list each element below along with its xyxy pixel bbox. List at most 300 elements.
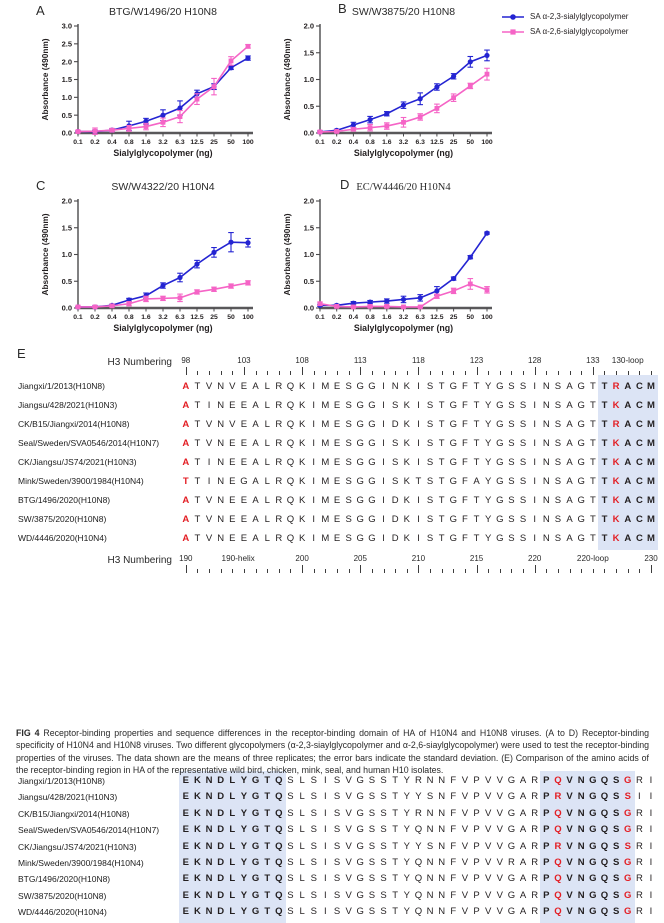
data-point-circle xyxy=(368,117,373,122)
residue: D xyxy=(391,495,399,506)
residue: V xyxy=(345,840,352,852)
residue: Y xyxy=(485,495,492,506)
residue: F xyxy=(462,438,468,449)
residue: F xyxy=(450,807,457,819)
residue: I xyxy=(382,438,385,449)
residue: T xyxy=(392,775,399,786)
data-point-square xyxy=(178,295,183,300)
data-point-square xyxy=(212,84,217,89)
residue: T xyxy=(194,381,201,392)
residue: K xyxy=(298,476,306,487)
residue: A xyxy=(182,381,190,392)
residue: R xyxy=(531,873,539,885)
residue: S xyxy=(426,438,434,449)
residue: S xyxy=(508,533,515,544)
residue: L xyxy=(299,840,305,852)
residue: I xyxy=(207,457,211,468)
residue: S xyxy=(391,400,399,411)
y-tick-label: 0.5 xyxy=(61,110,72,120)
residue: N xyxy=(217,400,225,411)
residue: Y xyxy=(240,873,248,885)
residue: N xyxy=(217,514,225,525)
ruler-tick xyxy=(593,569,594,573)
residue: S xyxy=(333,873,341,885)
residue: K xyxy=(612,514,620,525)
residue: G xyxy=(589,857,597,868)
residue: T xyxy=(264,775,271,786)
residue: F xyxy=(462,381,468,392)
residue: S xyxy=(368,873,376,885)
residue: T xyxy=(589,495,596,506)
alignment-row xyxy=(0,904,664,920)
ruler-tick xyxy=(418,367,419,375)
residue: S xyxy=(426,840,434,852)
residue: F xyxy=(462,457,468,468)
residue: K xyxy=(194,889,201,901)
residue: G xyxy=(356,400,364,411)
residue: A xyxy=(624,533,632,544)
strain-name: Jiangxi/1/2013(H10N8) xyxy=(18,381,105,391)
residue: V xyxy=(345,775,352,786)
residue: A xyxy=(519,807,527,819)
residue: S xyxy=(368,775,376,786)
data-point-square xyxy=(485,72,490,77)
residue: I xyxy=(207,400,211,411)
residue: A xyxy=(624,438,632,449)
residue: V xyxy=(205,381,213,392)
residue: N xyxy=(542,495,550,506)
residue: N xyxy=(438,857,446,868)
alignment-row xyxy=(0,415,664,434)
residue: S xyxy=(333,807,341,819)
residue: Q xyxy=(600,889,609,901)
residue: G xyxy=(624,807,632,819)
residue: A xyxy=(252,381,259,392)
caption-tag: FIG 4 xyxy=(16,728,40,738)
alignment-row xyxy=(0,822,664,838)
ruler-tick xyxy=(267,569,268,573)
residue: V xyxy=(566,791,573,803)
residue: G xyxy=(356,457,364,468)
residue: Q xyxy=(554,889,562,901)
residue: E xyxy=(240,381,248,392)
residue: N xyxy=(438,840,446,852)
residue: R xyxy=(612,381,620,392)
residue: Q xyxy=(600,873,609,885)
residue: V xyxy=(345,906,352,918)
residue: A xyxy=(182,514,190,525)
residue: E xyxy=(240,400,248,411)
residue: G xyxy=(496,514,504,525)
residue: T xyxy=(438,533,445,544)
ruler-tick xyxy=(546,371,547,375)
chart-title: EC/W4446/20 H10N4 xyxy=(356,182,451,193)
residue: G xyxy=(356,419,364,430)
residue: S xyxy=(380,840,387,852)
panel-label-e: E xyxy=(17,346,26,361)
data-point-circle xyxy=(401,103,406,108)
residue: G xyxy=(356,857,364,868)
residue: R xyxy=(531,824,539,836)
x-tick-label: 6.3 xyxy=(415,139,425,146)
residue: D xyxy=(217,807,225,819)
residue: A xyxy=(182,419,190,430)
residue: Y xyxy=(240,807,248,819)
residue: S xyxy=(426,533,434,544)
residue: S xyxy=(426,791,434,803)
residue: T xyxy=(473,438,480,449)
strain-name: WD/4446/2020(H10N4) xyxy=(18,533,107,543)
ruler-tick xyxy=(604,371,605,375)
residue: G xyxy=(356,495,364,506)
data-point-square xyxy=(318,130,323,135)
residue: Q xyxy=(554,857,562,868)
legend-item xyxy=(501,9,628,24)
residue: G xyxy=(577,438,585,449)
residue: G xyxy=(251,857,260,868)
ruler-tick xyxy=(337,569,338,573)
x-tick-label: 25 xyxy=(210,139,218,146)
y-tick-label: 1.5 xyxy=(61,223,72,233)
residue: D xyxy=(217,889,225,901)
residue: G xyxy=(356,533,364,544)
residue: T xyxy=(264,906,271,918)
residue: R xyxy=(635,824,643,836)
residue: K xyxy=(298,438,306,449)
residue: S xyxy=(519,400,527,411)
residue: Y xyxy=(403,775,410,786)
residue: T xyxy=(415,476,422,487)
residue: R xyxy=(554,791,562,803)
caption-text: Receptor-binding properties and sequence differences in the receptor-binding domain of HA of H10N4 and H10N8 viruses. (A to D) Receptor-binding specificity of H10N4 and H10N8 viruses. Two different glycopolymers (α-2,3-siaylglycopolymer and α-2,6-siaylglycopolymer) were used to test the receptor-binding properties of the viruses. The data shown are the means of three replicates; the error bars indicate the standard deviation. (E) Comparison of the amino acids of the receptor-binding region in HA of the representative wild bird, chicken, mink, seal, and human H10 isolates. xyxy=(16,728,649,776)
ruler-tick xyxy=(209,569,210,573)
data-point-square xyxy=(451,95,456,100)
residue: F xyxy=(450,906,457,918)
data-point-circle xyxy=(451,74,456,79)
residue: M xyxy=(647,381,655,392)
residue: I xyxy=(312,514,316,525)
residue: V xyxy=(485,873,492,885)
ruler-tick xyxy=(302,565,303,573)
ruler-number: 118 xyxy=(412,356,425,365)
residue: Y xyxy=(415,791,422,803)
residue: S xyxy=(368,840,376,852)
residue: G xyxy=(356,889,364,901)
residue: T xyxy=(601,514,608,525)
residue: I xyxy=(324,906,327,918)
x-tick-label: 50 xyxy=(227,139,235,146)
residue: G xyxy=(368,533,376,544)
residue: T xyxy=(392,791,399,803)
residue: T xyxy=(589,457,596,468)
residue: M xyxy=(321,476,330,487)
ruler-tick xyxy=(232,371,233,375)
region-label: 190-helix xyxy=(221,554,255,563)
residue: L xyxy=(299,824,305,836)
residue: E xyxy=(240,438,248,449)
residue: P xyxy=(543,889,550,901)
ruler-tick xyxy=(488,371,489,375)
residue: V xyxy=(496,824,503,836)
residue: L xyxy=(299,906,305,918)
residue: G xyxy=(496,476,504,487)
residue: N xyxy=(542,400,550,411)
residue: K xyxy=(403,381,410,392)
residue: G xyxy=(507,840,516,852)
alignment-row xyxy=(0,855,664,871)
residue: G xyxy=(449,533,457,544)
residue: I xyxy=(382,381,385,392)
residue: M xyxy=(321,514,330,525)
residue: V xyxy=(205,438,213,449)
data-point-circle xyxy=(451,276,456,281)
residue: M xyxy=(321,381,330,392)
residue: G xyxy=(251,906,260,918)
strain-name: SW/3875/2020(H10N8) xyxy=(18,890,107,901)
data-point-circle xyxy=(434,288,439,293)
residue: T xyxy=(438,419,445,430)
residue: L xyxy=(264,457,270,468)
residue: F xyxy=(462,400,468,411)
data-point-square xyxy=(76,305,81,310)
strain-name: Jiangxi/1/2013(H10N8) xyxy=(18,776,105,786)
ruler-tick xyxy=(616,371,617,375)
residue: T xyxy=(601,419,608,430)
residue: K xyxy=(403,438,410,449)
residue: C xyxy=(635,533,643,544)
panel-label-d: D xyxy=(340,177,350,192)
region-label: 130-loop xyxy=(611,356,644,365)
x-tick-label: 3.2 xyxy=(398,139,409,146)
strain-name: CK/B15/Jiangxi/2014(H10N8) xyxy=(18,808,130,819)
residue: S xyxy=(368,906,376,918)
residue: I xyxy=(533,514,537,525)
residue: S xyxy=(310,824,317,836)
x-tick-label: 0.4 xyxy=(348,139,359,146)
residue: N xyxy=(217,457,225,468)
residue: Q xyxy=(554,824,562,836)
residue: S xyxy=(612,775,620,786)
residue: I xyxy=(324,857,327,868)
residue: N xyxy=(542,514,550,525)
residue: P xyxy=(473,840,480,852)
residue: L xyxy=(229,824,236,836)
ruler-tick xyxy=(535,367,536,375)
residue: M xyxy=(647,476,655,487)
residue: R xyxy=(635,857,643,868)
data-point-circle xyxy=(384,111,389,116)
data-point-square xyxy=(334,304,339,309)
residue: Q xyxy=(275,840,283,852)
residue: S xyxy=(287,775,294,786)
ruler-tick xyxy=(197,569,198,573)
residue: V xyxy=(345,857,352,868)
residue: S xyxy=(380,857,387,868)
residue: F xyxy=(450,889,457,901)
residue: G xyxy=(251,775,260,786)
residue: E xyxy=(229,476,236,487)
residue: Y xyxy=(485,419,492,430)
residue: A xyxy=(624,495,632,506)
residue: C xyxy=(635,419,643,430)
residue: K xyxy=(403,419,410,430)
residue: G xyxy=(624,824,632,836)
residue: Q xyxy=(286,381,295,392)
alignment-row xyxy=(0,453,664,472)
residue: A xyxy=(519,906,527,918)
x-tick-label: 50 xyxy=(227,314,235,321)
residue: I xyxy=(382,495,385,506)
ruler-tick xyxy=(349,371,350,375)
residue: V xyxy=(205,419,213,430)
residue: I xyxy=(649,840,653,852)
residue: Q xyxy=(286,476,295,487)
residue: G xyxy=(577,476,585,487)
residue: K xyxy=(194,840,201,852)
residue: Y xyxy=(240,857,248,868)
residue: T xyxy=(194,400,201,411)
residue: G xyxy=(356,775,364,786)
data-point-square xyxy=(451,288,456,293)
residue: C xyxy=(635,400,643,411)
x-tick-label: 6.3 xyxy=(175,139,185,146)
residue: S xyxy=(554,514,562,525)
figure-caption xyxy=(16,727,649,777)
ruler-tick xyxy=(186,367,187,375)
residue: S xyxy=(287,906,294,918)
x-tick-label: 0.8 xyxy=(365,314,375,321)
residue: A xyxy=(252,495,259,506)
residue: N xyxy=(426,873,434,885)
data-point-square xyxy=(178,114,183,119)
residue: N xyxy=(426,775,434,786)
residue: A xyxy=(624,514,632,525)
residue: I xyxy=(312,495,316,506)
residue: A xyxy=(519,824,527,836)
data-point-square xyxy=(229,59,234,64)
residue: K xyxy=(612,457,620,468)
residue: S xyxy=(345,514,352,525)
residue: G xyxy=(507,906,516,918)
data-point-circle xyxy=(468,255,473,260)
residue: G xyxy=(449,381,457,392)
residue: G xyxy=(589,775,597,786)
residue: Q xyxy=(275,775,283,786)
alignment-row xyxy=(0,472,664,491)
x-tick-label: 0.2 xyxy=(90,139,100,146)
residue: A xyxy=(182,533,190,544)
residue: G xyxy=(356,906,364,918)
residue: V xyxy=(566,873,573,885)
residue: F xyxy=(450,857,457,868)
residue: Y xyxy=(403,906,410,918)
residue: K xyxy=(612,400,620,411)
residue: V xyxy=(566,824,573,836)
x-tick-label: 25 xyxy=(210,314,218,321)
residue: Q xyxy=(600,906,609,918)
residue: E xyxy=(182,807,189,819)
residue: I xyxy=(649,906,653,918)
residue: K xyxy=(403,495,410,506)
residue: A xyxy=(566,514,573,525)
y-tick-label: 1.5 xyxy=(303,48,314,58)
data-point-circle xyxy=(160,113,165,118)
x-tick-label: 3.2 xyxy=(158,314,168,321)
residue: S xyxy=(508,514,515,525)
alignment-row xyxy=(0,789,664,805)
residue: C xyxy=(635,476,643,487)
residue: S xyxy=(519,495,527,506)
x-tick-label: 0.1 xyxy=(315,314,325,321)
residue: T xyxy=(194,457,201,468)
residue: E xyxy=(229,457,236,468)
ruler-tick xyxy=(442,371,443,375)
residue: V xyxy=(461,889,469,901)
residue: T xyxy=(438,381,445,392)
residue: R xyxy=(635,807,643,819)
residue: Y xyxy=(485,457,492,468)
residue: E xyxy=(182,857,189,868)
residue: K xyxy=(194,824,201,836)
residue: L xyxy=(264,533,270,544)
residue: I xyxy=(207,476,211,487)
ruler-tick xyxy=(384,371,385,375)
residue: A xyxy=(182,438,190,449)
residue: S xyxy=(380,807,387,819)
residue: T xyxy=(438,438,445,449)
residue: V xyxy=(345,824,352,836)
residue: N xyxy=(542,381,550,392)
residue: S xyxy=(426,514,434,525)
residue: R xyxy=(275,495,283,506)
residue: F xyxy=(450,840,457,852)
residue: L xyxy=(229,857,236,868)
residue: Q xyxy=(286,533,295,544)
residue: M xyxy=(321,495,330,506)
data-point-circle xyxy=(228,65,233,70)
residue: T xyxy=(438,514,445,525)
residue: S xyxy=(333,840,341,852)
residue: T xyxy=(392,824,399,836)
residue: G xyxy=(577,533,585,544)
residue: K xyxy=(403,400,410,411)
residue: F xyxy=(462,514,468,525)
residue: S xyxy=(554,419,562,430)
residue: Y xyxy=(403,873,410,885)
strain-name: SW/3875/2020(H10N8) xyxy=(18,514,107,524)
x-tick-label: 0.8 xyxy=(124,314,134,321)
residue: Q xyxy=(414,906,423,918)
residue: V xyxy=(566,906,573,918)
residue: A xyxy=(519,775,527,786)
residue: V xyxy=(229,381,236,392)
residue: I xyxy=(312,381,316,392)
residue: T xyxy=(194,495,201,506)
residue: K xyxy=(194,906,201,918)
ruler-tick xyxy=(256,569,257,573)
strain-name: CK/Jiangsu/JS74/2021(H10N3) xyxy=(18,457,137,467)
residue: T xyxy=(473,533,480,544)
data-point-square xyxy=(435,106,440,111)
data-point-square xyxy=(144,297,149,302)
ruler-tick xyxy=(465,371,466,375)
data-point-square xyxy=(384,124,389,129)
residue: G xyxy=(507,775,516,786)
residue: A xyxy=(519,873,527,885)
residue: N xyxy=(426,807,434,819)
data-point-circle xyxy=(434,84,439,89)
ruler-tick xyxy=(256,371,257,375)
